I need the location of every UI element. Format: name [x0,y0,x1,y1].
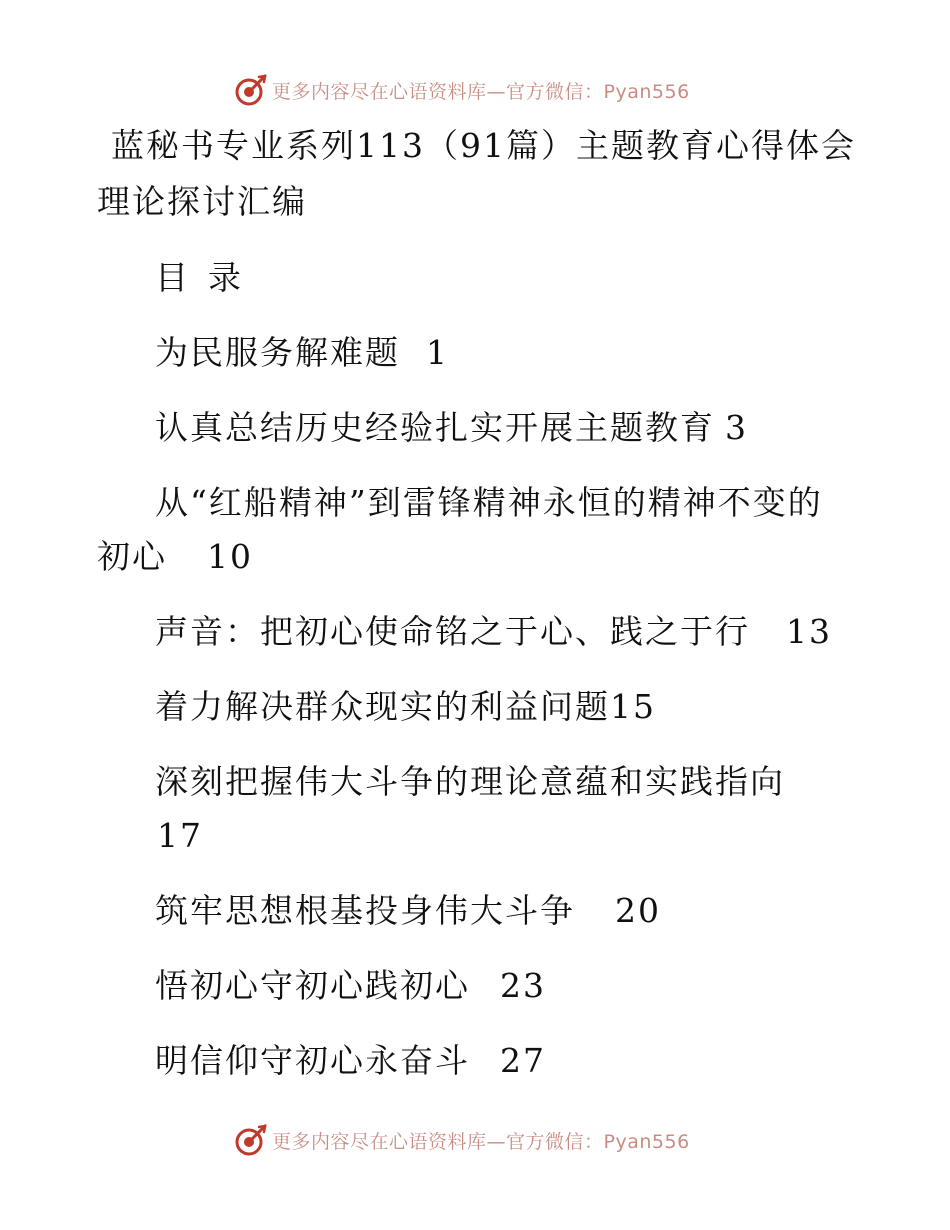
toc-item-title: 声音：把初心使命铭之于心、践之于行 [155,612,750,651]
toc-item-title: 筑牢思想根基投身伟大斗争 [155,891,575,930]
toc-item-title: 认真总结历史经验扎实开展主题教育 [155,408,715,447]
toc-item-page: 17 [157,816,203,855]
toc-heading: 目录 [155,258,261,297]
toc-item-page: 27 [500,1041,546,1080]
table-of-contents [97,326,857,1109]
toc-item-page: 23 [500,966,546,1005]
logo-icon [234,73,268,107]
toc-item[interactable] [97,1034,857,1088]
toc-item-page: 3 [725,408,748,447]
toc-item[interactable] [97,959,857,1013]
toc-item[interactable] [97,476,857,584]
watermark-text: 更多内容尽在心语资料库—官方微信：Pyan556 [272,1130,690,1153]
toc-item-page: 15 [610,687,656,726]
toc-item[interactable] [97,884,857,938]
toc-item-page: 20 [615,891,661,930]
toc-item-page: 10 [207,537,253,576]
toc-item[interactable] [97,755,857,863]
header-watermark [234,70,690,110]
toc-item[interactable] [97,680,857,734]
toc-item-title: 明信仰守初心永奋斗 [155,1041,470,1080]
document-title: 蓝秘书专业系列113（91篇）主题教育心得体会理论探讨汇编 [97,126,856,221]
footer-watermark [234,1120,690,1160]
toc-item-title: 深刻把握伟大斗争的理论意蕴和实践指向 [155,762,785,801]
toc-item-title: 从“红船精神”到雷锋精神永恒的精神不变的初心 [97,483,823,576]
toc-item-page: 13 [786,612,832,651]
toc-item[interactable] [97,326,857,380]
toc-item-title: 悟初心守初心践初心 [155,966,470,1005]
toc-item-page: 1 [426,333,449,372]
watermark-text: 更多内容尽在心语资料库—官方微信：Pyan556 [272,80,690,103]
toc-item-title: 着力解决群众现实的利益问题 [155,687,610,726]
logo-icon [234,1123,268,1157]
toc-item[interactable] [97,605,857,659]
toc-item[interactable] [97,401,857,455]
toc-item-title: 为民服务解难题 [155,333,400,372]
